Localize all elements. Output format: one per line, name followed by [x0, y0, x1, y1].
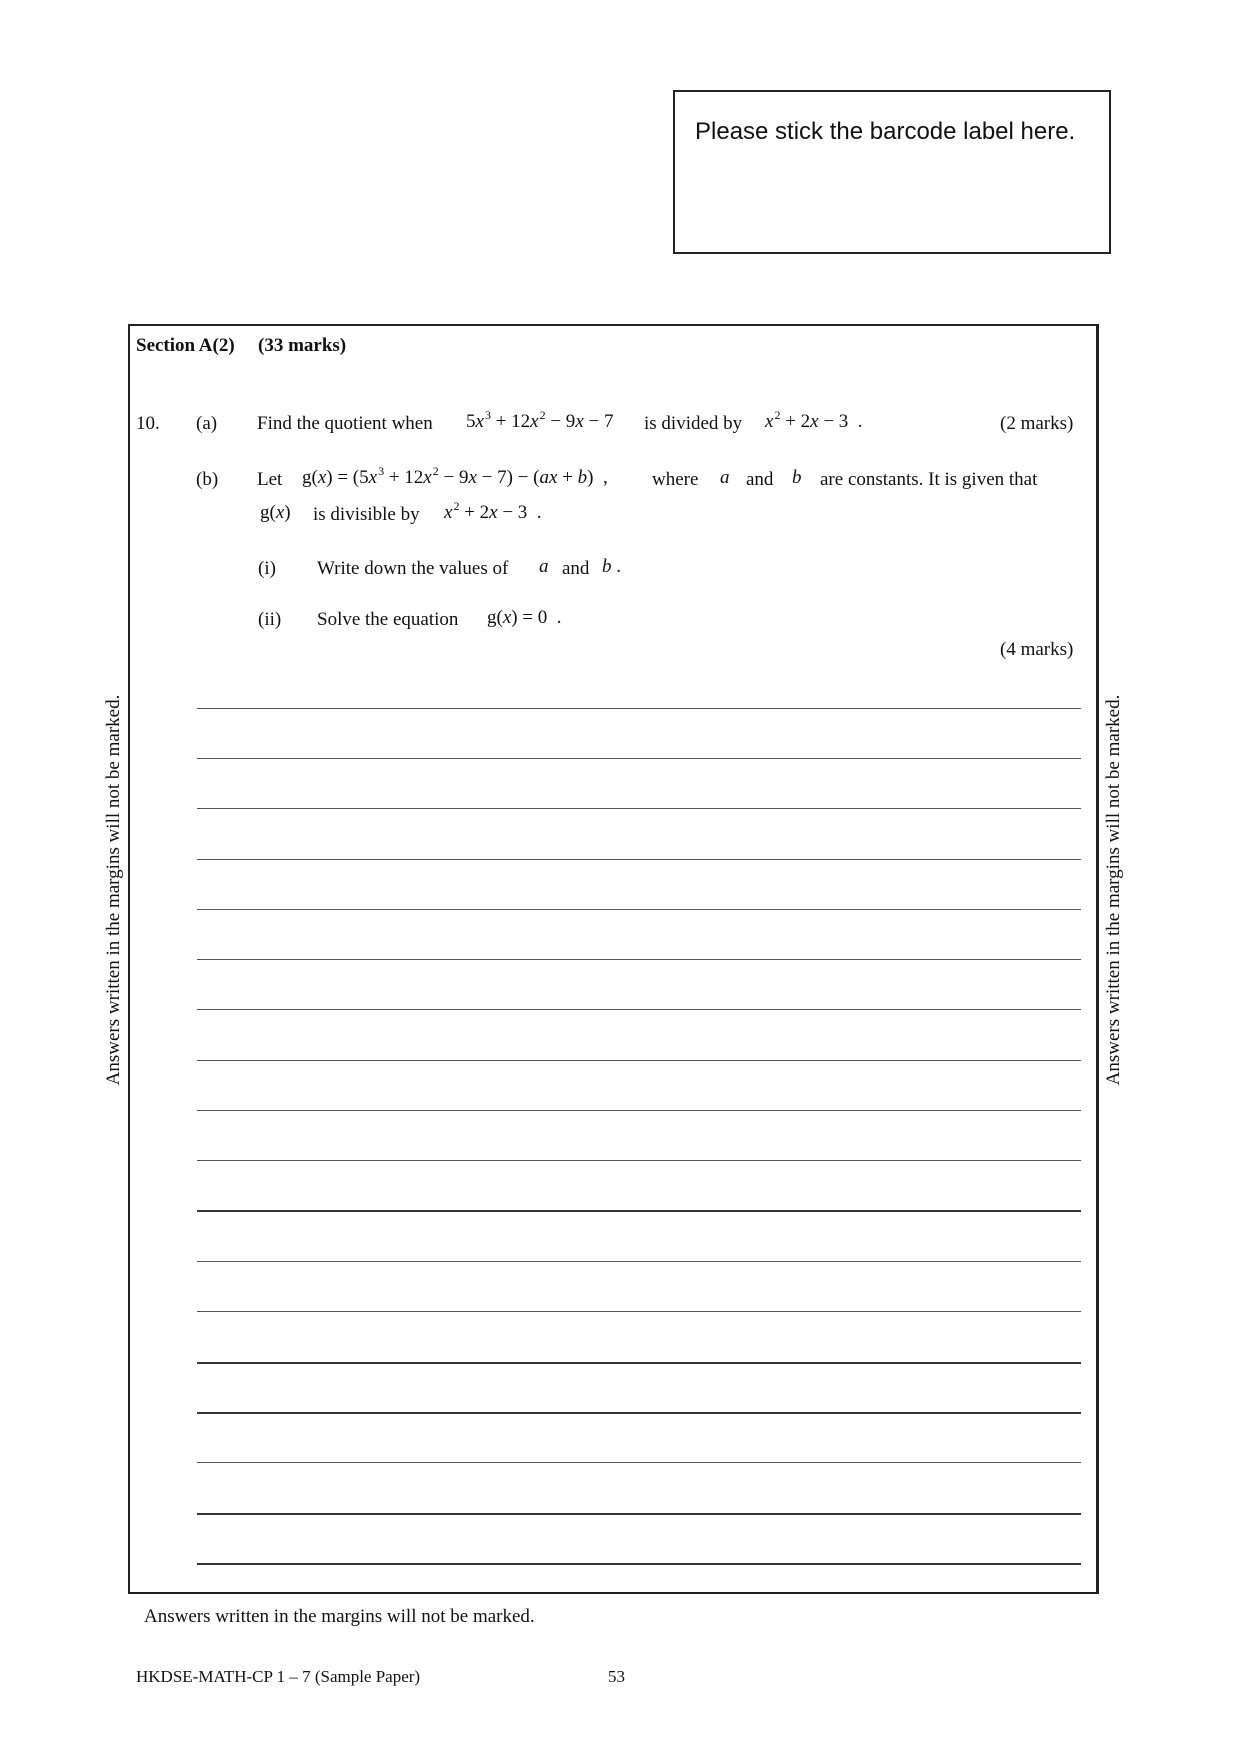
answer-line[interactable] — [197, 1261, 1081, 1262]
part-a-divisor: $x^2 + 2x - 3$ . — [765, 408, 863, 432]
part-b-definition: $g(x) = (5x^3 + 12x^2 - 9x - 7) - (ax + b)$ , — [302, 464, 608, 488]
answer-line[interactable] — [197, 1210, 1081, 1212]
margin-note-left: Answers written in the margins will not be marked. — [103, 694, 124, 1086]
section-marks: (33 marks) — [258, 335, 347, 356]
answer-line[interactable] — [197, 959, 1081, 960]
answer-line[interactable] — [197, 909, 1081, 910]
part-a-dividend: $5x^3 + 12x^2 - 9x - 7$ — [466, 408, 614, 432]
part-a-marks: (2 marks) — [1000, 413, 1074, 434]
sub-i-text: Write down the values of — [317, 558, 509, 579]
part-a-label: (a) — [196, 413, 218, 434]
sub-ii-equation: g(x) = 0 . — [487, 607, 562, 628]
sub-ii-text: Solve the equation — [317, 609, 459, 630]
part-b-divisible-text: is divisible by — [313, 504, 420, 525]
answer-line[interactable] — [197, 859, 1081, 860]
page-number: 53 — [608, 1667, 625, 1686]
answer-line[interactable] — [197, 758, 1081, 759]
answer-line[interactable] — [197, 708, 1081, 709]
part-b-divisor: $x^2 + 2x - 3$ . — [444, 499, 542, 523]
question-number: 10. — [136, 413, 160, 434]
paper-code: HKDSE-MATH-CP 1 – 7 (Sample Paper) — [136, 1667, 421, 1686]
answer-line[interactable] — [197, 808, 1081, 809]
part-a-text: Find the quotient when — [257, 413, 433, 434]
part-b-gx: g(x) — [260, 502, 291, 523]
sub-i-label: (i) — [258, 558, 276, 579]
part-b-variable-a: a — [720, 467, 730, 488]
barcode-label-text: Please stick the barcode label here. — [695, 118, 1076, 145]
answer-line[interactable] — [197, 1563, 1081, 1565]
part-b-label: (b) — [196, 469, 219, 490]
part-b-where: where — [652, 469, 699, 490]
part-b-variable-b: b — [792, 467, 802, 488]
answer-line[interactable] — [197, 1060, 1081, 1061]
part-b-constants-text: are constants. It is given that — [820, 469, 1038, 490]
answer-line[interactable] — [197, 1009, 1081, 1010]
answer-line[interactable] — [197, 1462, 1081, 1463]
part-b-let: Let — [257, 469, 283, 490]
answer-line[interactable] — [197, 1513, 1081, 1515]
sub-ii-label: (ii) — [258, 609, 282, 630]
part-a-connector: is divided by — [644, 413, 743, 434]
answer-line[interactable] — [197, 1311, 1081, 1312]
answer-line[interactable] — [197, 1362, 1081, 1364]
sub-i-variable-b: b . — [602, 556, 621, 577]
answer-line[interactable] — [197, 1110, 1081, 1111]
part-b-and: and — [746, 469, 774, 490]
answer-line[interactable] — [197, 1160, 1081, 1161]
sub-i-and: and — [562, 558, 590, 579]
section-title: Section A(2) — [136, 335, 235, 356]
footer-margin-note: Answers written in the margins will not be marked. — [144, 1606, 535, 1627]
part-b-marks: (4 marks) — [1000, 639, 1074, 660]
sub-i-variable-a: a — [539, 556, 549, 577]
margin-note-right: Answers written in the margins will not be marked. — [1103, 694, 1124, 1086]
answer-line[interactable] — [197, 1412, 1081, 1414]
barcode-label-box — [673, 90, 1111, 254]
